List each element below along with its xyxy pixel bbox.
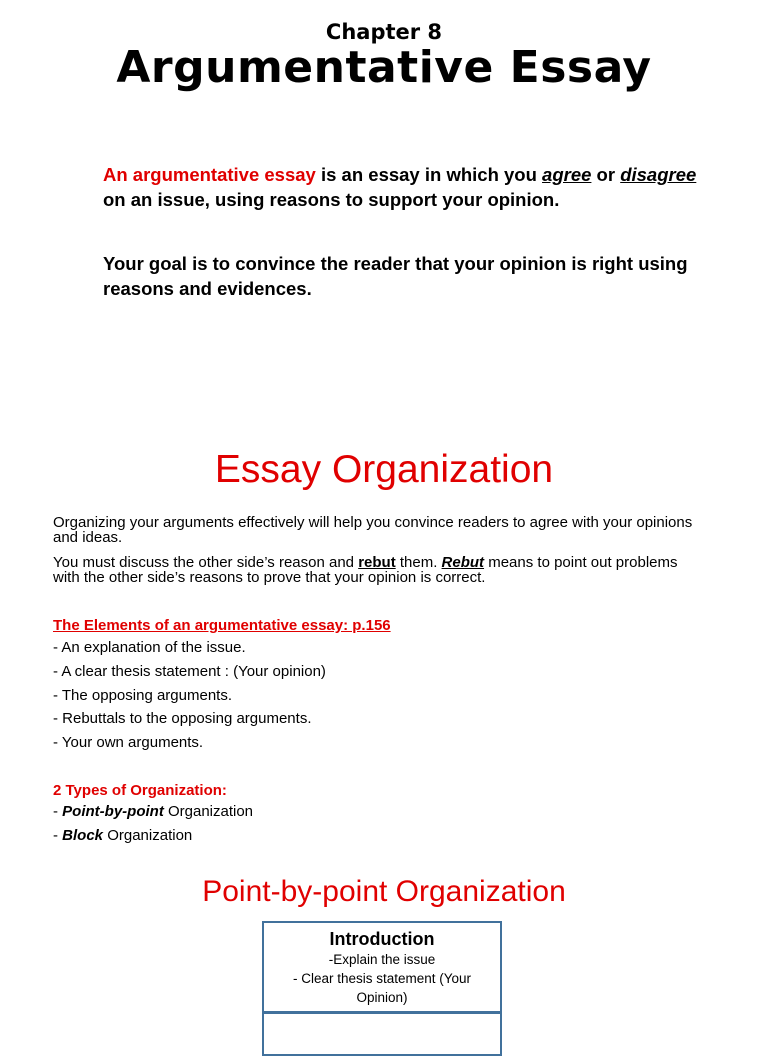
types-list — [53, 800, 253, 848]
rebut-text-c: means to point out problems with the other side’s reasons to prove that your opinion is correct. — [53, 554, 678, 586]
word-rebut-definition: Rebut — [441, 554, 485, 571]
term-argumentative-essay: An argumentative essay — [103, 164, 316, 185]
box-title: Introduction — [329, 929, 435, 949]
word-agree: agree — [542, 164, 592, 185]
list-item: - Rebuttals to the opposing arguments. — [53, 710, 312, 728]
list-item: - Block Organization — [53, 826, 193, 844]
intro-text-b: or — [591, 164, 621, 185]
elements-list — [53, 636, 326, 755]
types-heading: 2 Types of Organization: — [53, 782, 227, 799]
list-item: - An explanation of the issue. — [53, 639, 246, 656]
list-item: - The opposing arguments. — [53, 686, 232, 704]
page-title: Argumentative Essay — [116, 42, 652, 93]
type-name: Block — [62, 826, 104, 844]
box-line: -Explain the issue — [328, 952, 436, 967]
word-disagree: disagree — [620, 164, 697, 185]
next-box — [262, 1012, 502, 1056]
rebut-text-b: them. — [395, 554, 442, 571]
intro-text-c: on an issue, using reasons to support your opinion. — [103, 188, 560, 210]
box-line: Opinion) — [356, 990, 408, 1005]
list-item: - A clear thesis statement : (Your opinion) — [53, 662, 326, 680]
organization-text-1: Organizing your arguments effectively will help you convince readers to agree with your opinions and ideas. — [53, 514, 693, 546]
word-rebut: rebut — [358, 554, 396, 571]
organization-text-2 — [53, 556, 693, 585]
introduction-box — [262, 921, 502, 1013]
section-title-essay-organization: Essay Organization — [214, 448, 554, 491]
intro-text-a: is an essay in which you — [315, 164, 543, 185]
section-title-point-by-point: Point-by-point Organization — [202, 875, 566, 908]
elements-heading: The Elements of an argumentative essay: p.156 — [53, 617, 391, 634]
list-item: - Point-by-point Organization — [53, 803, 254, 820]
type-name: Point-by-point — [62, 803, 164, 820]
box-line: - Clear thesis statement (Your — [292, 971, 472, 986]
intro-paragraph-1 — [103, 163, 703, 212]
chapter-label: Chapter 8 — [325, 20, 443, 44]
rebut-text-a: You must discuss the other side’s reason and — [53, 554, 359, 571]
list-item: - Your own arguments. — [53, 734, 204, 752]
intro-paragraph-2: Your goal is to convince the reader that your opinion is right using reasons and evidences. — [103, 253, 688, 299]
